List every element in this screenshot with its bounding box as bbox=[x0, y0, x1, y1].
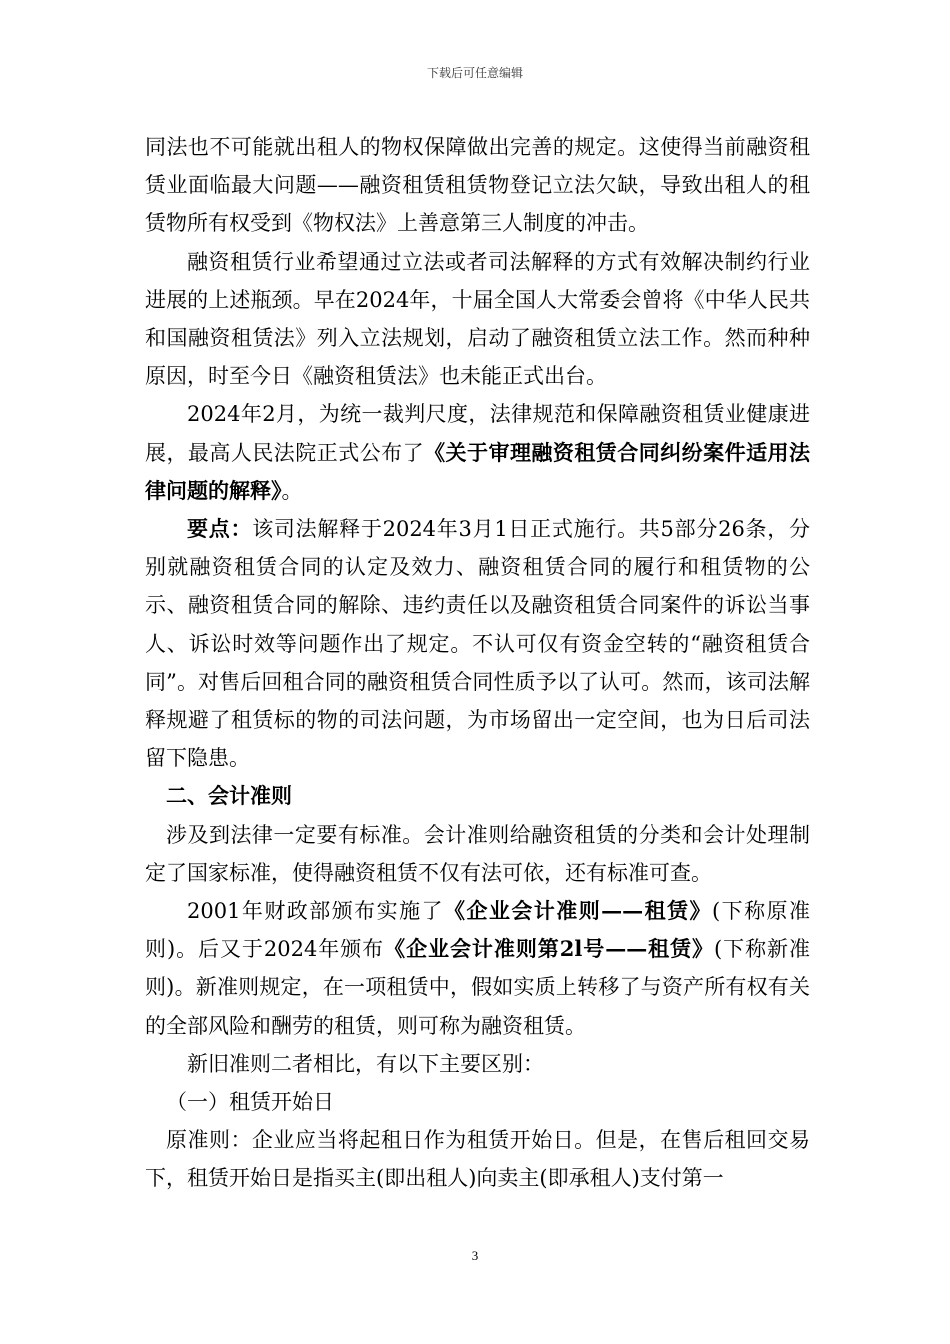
paragraph bbox=[145, 395, 810, 510]
section-heading: 二、会计准则 bbox=[166, 783, 292, 809]
subsection-heading: （一）租赁开始日 bbox=[166, 1090, 334, 1115]
paragraph: 新旧准则二者相比，有以下主要区别： bbox=[187, 1051, 544, 1076]
paragraph: 融资租赁行业希望通过立法或者司法解释的方式有效解决制约行业进展的上述瓶颈。早在2024年，十届全国人大常委会曾将《中华人民共和国融资租赁法》列入立法规划，启动了融资租赁立法工作。然而种种原因，时至今日《融资租赁法》也未能正式出台。 bbox=[145, 249, 810, 389]
paragraph-text: (下称新准则)。新准则规定，在一项租赁中，假如实质上转移了与资产所有权有关的全部风险和酬劳的租赁，则可称为融资租赁。 bbox=[145, 937, 810, 1038]
paragraph-text: (下称原准则)。后又于2024年颁布 bbox=[145, 899, 810, 962]
paragraph-text: 该司法解释于2024年3月1日正式施行。共5部分26条，分别就融资租赁合同的认定及效力、融资租赁合同的履行和租赁物的公示、融资租赁合同的解除、违约责任以及融资租赁合同案件的诉讼当事人、诉讼时效等问题作出了规定。不认可仅有资金空转的“融资租赁合同”。对售后回租合同的融资租赁合同性质予以了认可。然而，该司法解释规避了租赁标的物的司法问题，为市场留出一定空间，也为日后司法留下隐患。 bbox=[145, 517, 811, 771]
standard-title: 《企业会计准则——租赁》 bbox=[443, 898, 712, 924]
paragraph: 原准则：企业应当将起租日作为租赁开始日。但是，在售后租回交易下，租赁开始日是指买主(即出租人)向卖主(即承租人)支付第一 bbox=[145, 1128, 810, 1191]
law-title: 《关于审理融资租赁合同纠纷案件适用法律问题的解释》 bbox=[145, 439, 811, 503]
document-body bbox=[145, 128, 810, 1198]
key-point-label: 要点： bbox=[187, 516, 253, 542]
paragraph: 同法也不可能就出租人的物权保障做出完善的规定。这使得当前融资租赁业面临最大问题——融资租赁租赁物登记立法欠缺，导致出租人的租赁物所有权受到《物权法》上善意第三人制度的冲击。 bbox=[145, 135, 810, 236]
page-number: 3 bbox=[471, 1248, 479, 1263]
paragraph bbox=[145, 892, 810, 1045]
page-header: 下载后可任意编辑 bbox=[426, 66, 523, 80]
paragraph bbox=[145, 510, 810, 777]
standard-title: 《企业会计准则第2l号——租赁》 bbox=[384, 936, 714, 962]
paragraph-text: 2001年财政部颁布实施了 bbox=[187, 899, 444, 924]
paragraph-text: 。 bbox=[281, 478, 303, 503]
paragraph-text: 2024年2月，为统一裁判尺度，法律规范和保障融资租赁业健康进展，最高人民法院正式公布了 bbox=[145, 402, 810, 465]
paragraph: 涉及到法律一定要有标准。会计准则给融资租赁的分类和会计处理制定了国家标准，使得融资租赁不仅有法可依，还有标准可查。 bbox=[145, 822, 810, 885]
